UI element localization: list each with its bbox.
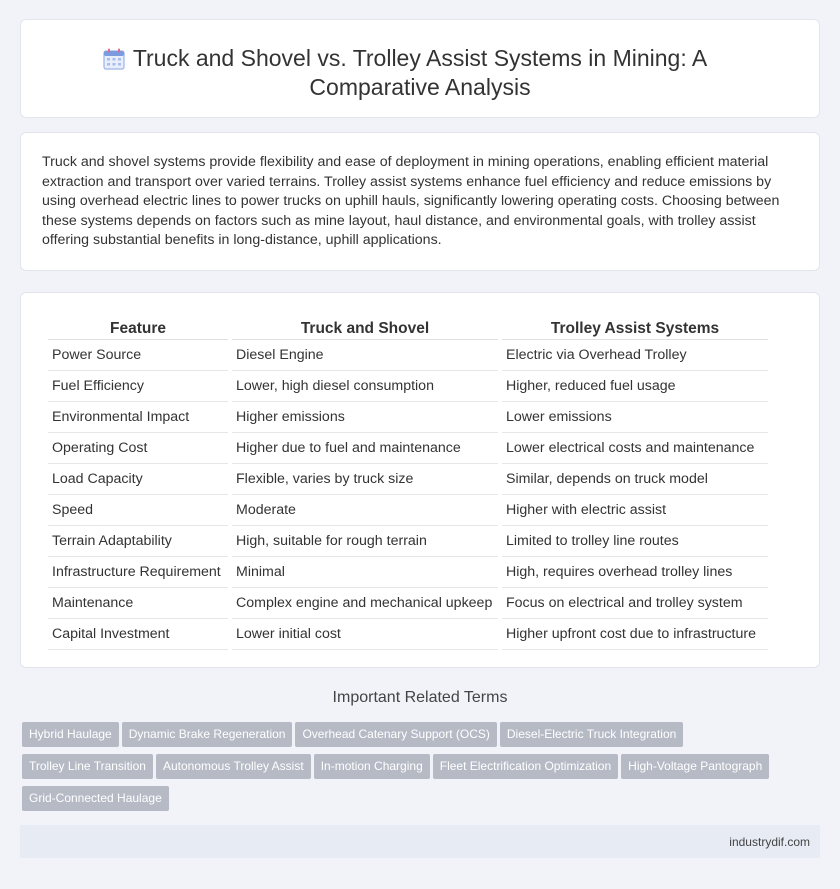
table-row — [48, 371, 768, 402]
footer-site-link[interactable]: industrydif.com — [729, 835, 810, 849]
related-terms-list — [22, 722, 812, 818]
related-term-tag[interactable]: Trolley Line Transition — [22, 754, 153, 779]
truck-shovel-cell: Lower, high diesel consumption — [232, 371, 498, 402]
feature-cell: Load Capacity — [48, 464, 228, 495]
trolley-assist-cell: Lower emissions — [502, 402, 768, 433]
truck-shovel-cell: Diesel Engine — [232, 340, 498, 371]
table-row — [48, 402, 768, 433]
truck-shovel-cell: Minimal — [232, 557, 498, 588]
truck-shovel-cell: Higher due to fuel and maintenance — [232, 433, 498, 464]
trolley-assist-cell: Higher upfront cost due to infrastructure — [502, 619, 768, 650]
header-truck-shovel: Truck and Shovel — [232, 315, 498, 340]
table-row — [48, 619, 768, 650]
table-header-row — [48, 315, 768, 340]
summary-paragraph: Truck and shovel systems provide flexibility and ease of deployment in mining operations, enabling efficient material extraction and transport over varied terrains. Trolley assist systems enhance fuel efficiency and reduce emissions by using overhead electric lines to power trucks on uphill hauls, significantly lowering operating costs. Choosing between these systems depends on factors such as mine layout, haul distance, and environmental goals, with trolley assist offering substantial benefits in long-distance, uphill applications. — [42, 154, 780, 249]
feature-cell: Fuel Efficiency — [48, 371, 228, 402]
page-title: Truck and Shovel vs. Trolley Assist Systems in Mining: A Comparative Analysis — [132, 45, 708, 100]
feature-cell: Infrastructure Requirement — [48, 557, 228, 588]
table-row — [48, 557, 768, 588]
related-term-tag[interactable]: Overhead Catenary Support (OCS) — [295, 722, 496, 747]
related-term-tag[interactable]: Diesel-Electric Truck Integration — [500, 722, 683, 747]
trolley-assist-cell: Lower electrical costs and maintenance — [502, 433, 768, 464]
table-row — [48, 495, 768, 526]
table-row — [48, 588, 768, 619]
truck-shovel-cell: Flexible, varies by truck size — [232, 464, 498, 495]
table-row — [48, 340, 768, 371]
related-term-tag[interactable]: Dynamic Brake Regeneration — [122, 722, 293, 747]
header-trolley-assist: Trolley Assist Systems — [502, 315, 768, 340]
trolley-assist-cell: Higher with electric assist — [502, 495, 768, 526]
trolley-assist-cell: Electric via Overhead Trolley — [502, 340, 768, 371]
header-feature: Feature — [48, 315, 228, 340]
related-term-tag[interactable]: In-motion Charging — [314, 754, 430, 779]
feature-cell: Speed — [48, 495, 228, 526]
related-term-tag[interactable]: Fleet Electrification Optimization — [433, 754, 618, 779]
feature-cell: Terrain Adaptability — [48, 526, 228, 557]
truck-shovel-cell: Higher emissions — [232, 402, 498, 433]
related-term-tag[interactable]: Grid-Connected Haulage — [22, 786, 169, 811]
comparison-card — [20, 292, 820, 668]
feature-cell: Maintenance — [48, 588, 228, 619]
trolley-assist-cell: Focus on electrical and trolley system — [502, 588, 768, 619]
comparison-table — [44, 315, 772, 650]
footer-bar — [20, 825, 820, 858]
trolley-assist-cell: Limited to trolley line routes — [502, 526, 768, 557]
feature-cell: Operating Cost — [48, 433, 228, 464]
related-terms-heading: Important Related Terms — [332, 689, 508, 706]
truck-shovel-cell: Moderate — [232, 495, 498, 526]
related-term-tag[interactable]: Autonomous Trolley Assist — [156, 754, 311, 779]
trolley-assist-cell: Similar, depends on truck model — [502, 464, 768, 495]
summary-card — [20, 132, 820, 271]
title-card — [20, 19, 820, 118]
trolley-assist-cell: Higher, reduced fuel usage — [502, 371, 768, 402]
truck-shovel-cell: Complex engine and mechanical upkeep — [232, 588, 498, 619]
feature-cell: Environmental Impact — [48, 402, 228, 433]
table-row — [48, 526, 768, 557]
truck-shovel-cell: High, suitable for rough terrain — [232, 526, 498, 557]
related-term-tag[interactable]: High-Voltage Pantograph — [621, 754, 769, 779]
table-row — [48, 433, 768, 464]
table-row — [48, 464, 768, 495]
feature-cell: Power Source — [48, 340, 228, 371]
truck-shovel-cell: Lower initial cost — [232, 619, 498, 650]
feature-cell: Capital Investment — [48, 619, 228, 650]
related-term-tag[interactable]: Hybrid Haulage — [22, 722, 119, 747]
trolley-assist-cell: High, requires overhead trolley lines — [502, 557, 768, 588]
